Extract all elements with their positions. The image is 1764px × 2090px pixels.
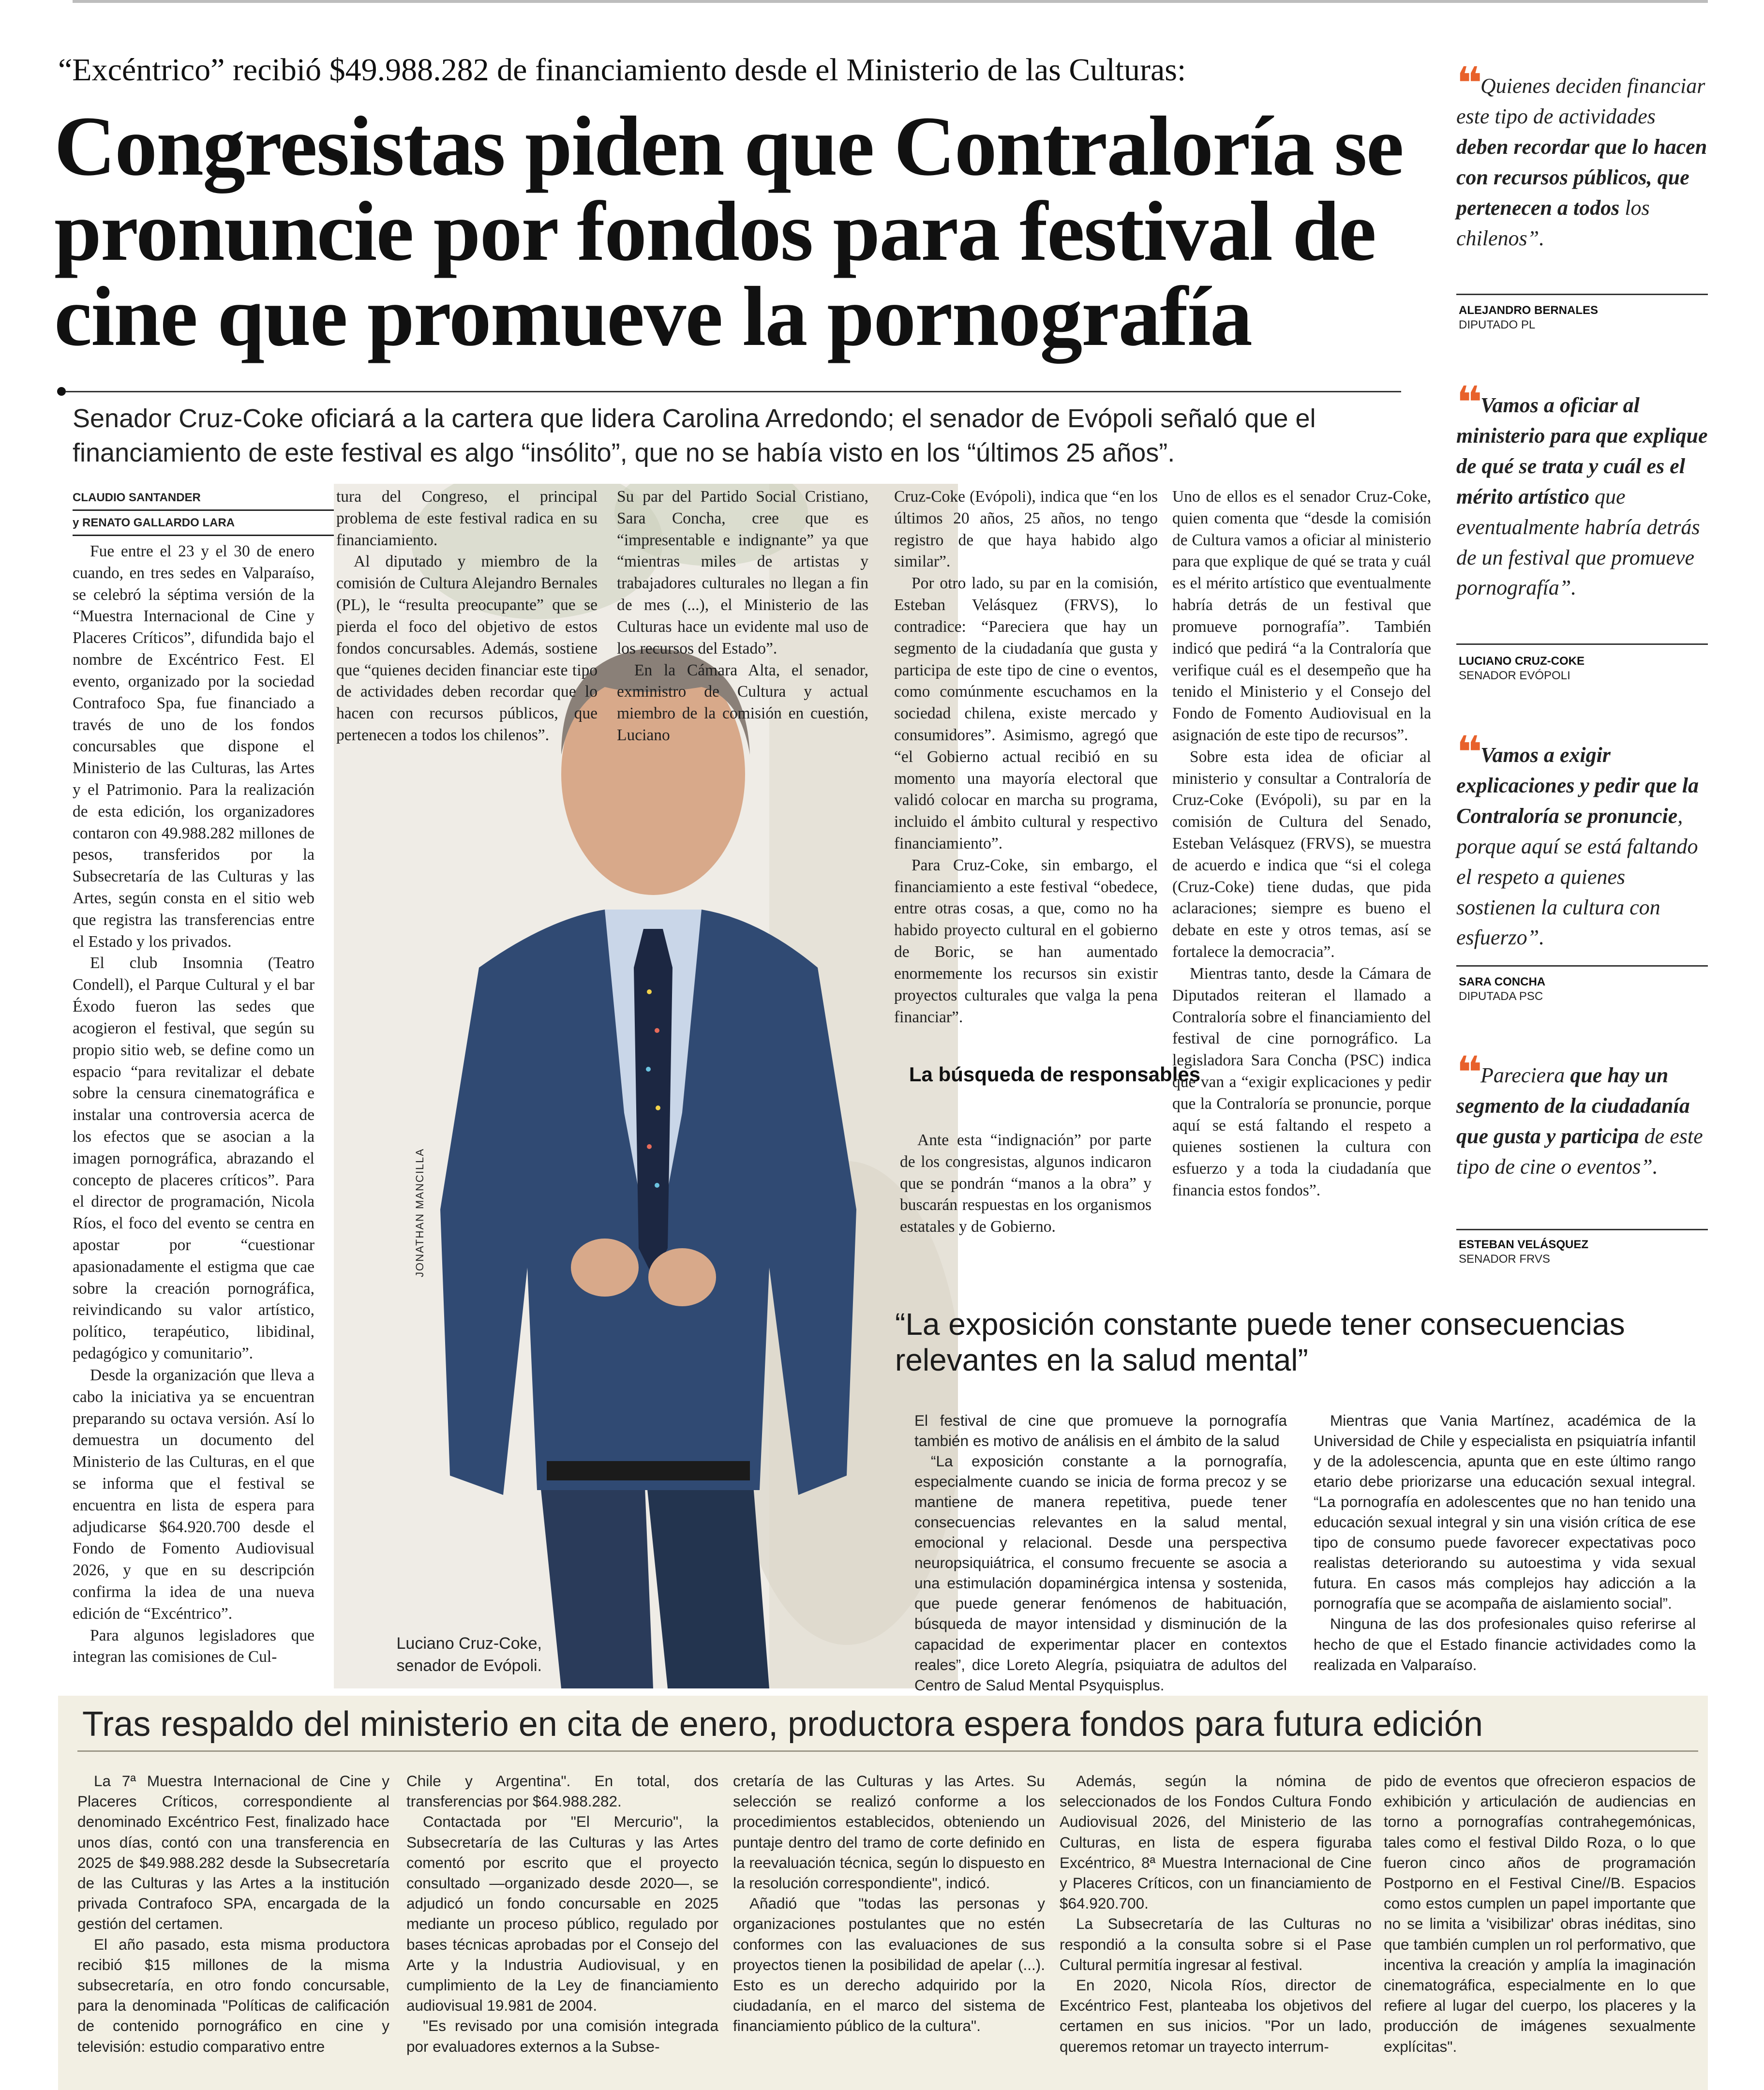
quote-role: SENADOR EVÓPOLI	[1459, 669, 1570, 682]
byline-author: y RENATO GALLARDO LARA	[73, 514, 334, 536]
health-box-column-1	[914, 1410, 1287, 1695]
paragraph: En la Cámara Alta, el senador, exministro de Cultura y actual miembro de la comisión en cuestión, Luciano	[617, 661, 868, 744]
quote-role: DIPUTADA PSC	[1459, 990, 1543, 1003]
paragraph: El año pasado, esta misma productora recibió $15 millones de la misma subsecretaría, en otro fondo concursable, para la denominada "Políticas de calificación de contenido pornográfico en cine y televisión: estudio comparativo entre	[77, 1935, 389, 2055]
paragraph: "Es revisado por una comisión integrada por evaluadores externos a la Subse-	[406, 2017, 718, 2055]
paragraph: Por otro lado, su par en la comisión, Esteban Velásquez (FRVS), lo contradice: “Pareciera que hay un segmento de la ciudadanía que gusta y participa de este tipo de cine o eventos, como comúnmente escuchamos en la sociedad chilena, existe mercado y consumidores”. Asimismo, agregó que “el Gobierno actual recibió en su momento una mayoría electoral que validó colocar en marcha su programa, incluido el ámbito cultural y respectivo financiamiento”.	[894, 574, 1158, 852]
top-rule	[73, 0, 1708, 3]
paragraph: Además, según la nómina de seleccionados de los Fondos Cultura Fondo Audiovisual 2026, del Ministerio de las Culturas, en lista de espera figuraba Excéntrico, 8ª Muestra Internacional de Cine y Placeres Críticos, con un financiamiento de $64.920.700.	[1060, 1772, 1372, 1912]
quote-emphasis: deben recordar que lo hacen con recursos públicos, que pertenecen a todos	[1456, 134, 1707, 220]
quote-author: LUCIANO CRUZ-COKE	[1459, 655, 1585, 668]
quote-emphasis: que hay un segmento de la ciudadanía que gusta y participa	[1456, 1063, 1690, 1148]
paragraph: Añadió que "todas las personas y organizaciones postulantes que no estén conformes con las evaluaciones de sus proyectos tienen la posibilidad de apelar (...). Esto es un derecho adquirido por la ciudadanía, en el marco del sistema de financiamiento público de la cultura".	[733, 1895, 1045, 2035]
byline	[73, 489, 334, 539]
pull-quote	[1456, 377, 1708, 603]
article-column-4b	[900, 1130, 1151, 1238]
deck-bullet	[57, 387, 66, 396]
bottom-column-3	[733, 1771, 1045, 2036]
paragraph: Chile y Argentina". En total, dos transferencias por $64.988.282.	[406, 1772, 718, 1810]
paragraph: Ante esta “indignación” por parte de los congresistas, algunos indicaron que se pondrán “manos a la obra” y buscarán respuestas en los organismos estatales y de Gobierno.	[900, 1131, 1151, 1236]
quote-text: Pareciera	[1480, 1063, 1570, 1087]
quote-author: ALEJANDRO BERNALES	[1459, 304, 1599, 317]
paragraph: Para Cruz-Coke, sin embargo, el financiamiento a este festival “obedece, entre otras cosas, a que, como no ha habido proyecto cultural en el gobierno de Boric, se han aumentado enormemente los recursos sin existir proyectos culturales que valga la pena financiar”.	[894, 856, 1158, 1026]
kicker: “Excéntrico” recibió $49.988.282 de financiamiento desde el Ministerio de las Culturas:	[58, 52, 1186, 88]
paragraph: Al diputado y miembro de la comisión de Cultura Alejandro Bernales (PL), le “resulta preocupante” que se pierda el foco del objetivo de estos fondos concursables. Además, sostiene que “quienes deciden financiar este tipo de actividades deben recordar que lo hacen con recursos públicos, que pertenecen a todos los chilenos”.	[336, 552, 598, 744]
quote-role: SENADOR FRVS	[1459, 1253, 1550, 1266]
quote-rule	[1456, 1229, 1708, 1230]
bottom-column-4	[1060, 1771, 1372, 2057]
paragraph: Fue entre el 23 y el 30 de enero cuando, en tres sedes en Valparaíso, se celebró la séptima versión de la “Muestra Internacional de Cine y Placeres Críticos”, difundida bajo el nombre de Excéntrico Fest. El evento, organizado por la sociedad Contrafoco Spa, fue financiado a través de uno de los fondos concursables que dispone el Ministerio de las Culturas, las Artes y el Patrimonio. Para la realización de esta edición, los organizadores contaron con 49.988.282 millones de pesos, transferidos por la Subsecretaría de las Culturas y las Artes, según consta en el sitio web que registra las transferencias entre el Estado y los privados.	[73, 542, 314, 951]
subheading: La búsqueda de responsables	[909, 1063, 1201, 1086]
paragraph: Su par del Partido Social Cristiano, Sara Concha, cree que es “impresentable e indignante” ya que “mientras miles de artistas y trabajadores culturales no llegan a fin de mes (...), el Ministerio de las Culturas hace un evidente mal uso de los recursos del Estado”.	[617, 488, 868, 657]
paragraph: El festival de cine que promueve la pornografía también es motivo de análisis en el ámbito de la salud	[914, 1412, 1287, 1450]
bottom-column-2	[406, 1771, 718, 2057]
bottom-box-rule	[77, 1750, 1698, 1752]
headline	[54, 99, 1457, 364]
article-column-4	[894, 486, 1158, 1028]
photo-credit: JONATHAN MANCILLA	[414, 1148, 426, 1277]
quote-mark-icon: ❝	[1456, 1047, 1476, 1099]
deck-rule	[66, 391, 1401, 392]
article-column-3	[617, 486, 868, 746]
quote-mark-icon: ❝	[1456, 377, 1476, 429]
paragraph: Contactada por "El Mercurio", la Subsecretaría de las Culturas y las Artes comentó por escrito que el proyecto consultado —organizado desde 2020—, se adjudicó un fondo concursable en 2025 mediante un proceso público, regulado por bases técnicas aprobadas por el Consejo del Arte y la Industria Audiovisual, y en cumplimiento de la Ley de financiamiento audiovisual 19.981 de 2004.	[406, 1813, 718, 2015]
quote-rule	[1456, 294, 1708, 295]
paragraph: pido de eventos que ofrecieron espacios de exhibición y articulación de audiencias en torno a pornografías contrahegemónicas, tales como el festival Dildo Roza, o lo que fueron cinco años de programación Postporno en el Festival Cine//B. Espacios como estos cumplen un papel importante que no se limita a 'visibilizar' obras inéditas, sino que también cumplen un rol performativo, que incentiva la creación y amplía la imaginación cinematográfica, especialmente en lo que refiere al lugar del cuerpo, los placeres y la producción de imágenes sexualmente explícitas".	[1384, 1772, 1696, 2055]
paragraph: La Subsecretaría de las Culturas no respondió a la consulta sobre si el Pase Cultural permitía ingresar al festival.	[1060, 1915, 1372, 1973]
photo-caption: Luciano Cruz-Coke, senador de Evópoli.	[396, 1634, 542, 1675]
paragraph: Desde la organización que lleva a cabo la iniciativa ya se encuentran preparando su octava versión. Así lo demuestra un documento del Ministerio de las Culturas, en el que se informa que el festival se encuentra en lista de espera para adjudicarse $64.920.700 desde el Fondo de Fomento Audiovisual 2026, y que en su descripción confirma la idea de una nueva edición de “Excéntrico”.	[73, 1366, 314, 1623]
pull-quote	[1456, 1047, 1708, 1182]
paragraph: Para algunos legisladores que integran las comisiones de Cul-	[73, 1626, 314, 1666]
quote-emphasis: Vamos a exigir explicaciones y pedir que la Contraloría se pronuncie	[1456, 743, 1699, 828]
quote-author: ESTEBAN VELÁSQUEZ	[1459, 1238, 1589, 1251]
headline-line: Congresistas piden que Contraloría se	[54, 99, 1403, 194]
paragraph: Mientras que Vania Martínez, académica de la Universidad de Chile y especialista en psiquiatría infantil y de la adolescencia, apunta que en este último rango etario debe priorizarse una educación sexual integral. “La pornografía en adolescentes que no han tenido una educación sexual integral y sin una visión crítica de ese tipo de consumo puede favorecer expectativas poco realistas deteriorando su autoestima y vida sexual futura. En casos más complejos hay adicción a la pornografía que se acompaña de aislamiento social”.	[1314, 1412, 1696, 1612]
paragraph: El club Insomnia (Teatro Condell), el Parque Cultural y el bar Éxodo fueron las sedes que acogieron el festival, que según su propio sitio web, se define como un espacio “para revitalizar el debate sobre la censura cinematográfica e instalar una controversia acerca de los efectos que se asocian a la imagen pornográfica, abrazando el concepto de placeres críticos”. Para el director de programación, Nicola Ríos, el foco del evento se centra en apostar por “cuestionar apasionadamente el estigma que cae sobre la creación pornográfica, reivindicando su valor artístico, político, terapéutico, libidinal, pedagógico y comunitario”.	[73, 954, 314, 1363]
paragraph: Uno de ellos es el senador Cruz-Coke, quien comenta que “desde la comisión de Cultura vamos a oficiar al ministerio para que explique de qué se trata y cuál es el mérito artístico que eventualmente habría detrás de un festival que promueve pornografía”. También indicó que pedirá “a la Contraloría que verifique cuál es el desempeño que ha tenido el Ministerio y el Consejo del Fondo de Fomento Audiovisual en la asignación de este tipo de recursos”.	[1172, 488, 1431, 744]
bottom-column-1	[77, 1771, 389, 2057]
quote-author: SARA CONCHA	[1459, 975, 1546, 988]
paragraph: cretaría de las Culturas y las Artes. Su selección se realizó conforme a los procedimientos establecidos, obteniendo un puntaje dentro del tramo de corte definido en la reevaluación técnica, según lo dispuesto en la resolución correspondiente", indicó.	[733, 1772, 1045, 1892]
byline-author: CLAUDIO SANTANDER	[73, 489, 334, 511]
quote-rule	[1456, 965, 1708, 967]
deck: Senador Cruz-Coke oficiará a la cartera que lidera Carolina Arredondo; el senador de Evópoli señaló que el financiamiento de este festival es algo “insólito”, que no se había visto en los “últimos 25 años”.	[73, 404, 1316, 468]
quote-text: Quienes deciden financiar este tipo de actividades	[1456, 74, 1705, 128]
bottom-column-5	[1384, 1771, 1696, 2057]
quote-text: de este tipo de cine o eventos”.	[1456, 1124, 1703, 1179]
paragraph: Cruz-Coke (Evópoli), indica que “en los últimos 20 años, 25 años, no tengo registro de que haya habido algo similar”.	[894, 488, 1158, 571]
paragraph: Sobre esta idea de oficiar al ministerio y consultar a Contraloría de Cruz-Coke (Evópoli), su par en la comisión de Cultura del Senado, Esteban Velásquez (FRVS), se muestra de acuerdo e indica que “si el colega (Cruz-Coke) tiene dudas, que pida aclaraciones; siempre es bueno el debate en este y otros temas, así se fortalece la democracia”.	[1172, 747, 1431, 961]
health-box-column-2	[1314, 1410, 1696, 1675]
article-column-5	[1172, 486, 1431, 1202]
bottom-box-title: Tras respaldo del ministerio en cita de enero, productora espera fondos para futura edición	[82, 1705, 1483, 1744]
quote-text: que eventualmente habría detrás de un festival que promueve pornografía”.	[1456, 484, 1700, 600]
paragraph: tura del Congreso, el principal problema de este festival radica en su financiamiento.	[336, 488, 598, 549]
headline-line: pronuncie por fondos para festival de	[54, 184, 1375, 279]
paragraph: Mientras tanto, desde la Cámara de Diputados reiteran el llamado a Contraloría sobre el financiamiento del festival de cine pornográfico. La legisladora Sara Concha (PSC) indica que van a “exigir explicaciones y pedir que la Contraloría se pronuncie, porque aquí se está faltando el respeto a quienes sostienen la cultura con esfuerzo y a toda la ciudadanía que financia estos fondos”.	[1172, 964, 1431, 1199]
quote-role: DIPUTADO PL	[1459, 318, 1536, 331]
paragraph: En 2020, Nicola Ríos, director de Excéntrico Fest, planteaba los objetivos del certamen en sus inicios. "Por un lado, queremos retomar un trayecto interrum-	[1060, 1976, 1372, 2055]
pull-quote	[1456, 58, 1708, 254]
quote-text: los chilenos”.	[1456, 195, 1650, 250]
quote-mark-icon: ❝	[1456, 58, 1476, 109]
pull-quote	[1456, 727, 1708, 953]
paragraph: La 7ª Muestra Internacional de Cine y Placeres Críticos, correspondiente al denominado Excéntrico Fest, finalizado hace unos días, contó con una transferencia en 2025 de $49.988.282 desde la Subsecretaría de las Culturas y las Artes a la institución privada Contrafoco SPA, encargada de la gestión del certamen.	[77, 1772, 389, 1933]
article-column-2	[336, 486, 598, 746]
headline-line: cine que promueve la pornografía	[54, 269, 1252, 364]
quote-rule	[1456, 643, 1708, 645]
paragraph: “La exposición constante a la pornografía, especialmente cuando se inicia de forma precoz y se mantiene de manera repetitiva, puede tener consecuencias relevantes en la salud mental, emocional y relacional. Desde una perspectiva neuropsiquiátrica, el consumo frecuente se asocia a una estimulación dopaminérgica intensa y sostenida, que puede generar fenómenos de habituación, búsqueda de mayor intensidad y disminución de la capacidad de experimentar placer en contextos reales”, dice Loreto Alegría, psiquiatra de adultos del Centro de Salud Mental Psyquisplus.	[914, 1452, 1287, 1694]
quote-mark-icon: ❝	[1456, 727, 1476, 778]
quote-emphasis: Vamos a oficiar al ministerio para que explique de qué se trata y cuál es el mérito artístico	[1456, 393, 1708, 508]
paragraph: Ninguna de las dos profesionales quiso referirse al hecho de que el Estado financie actividades como la realizada en Valparaíso.	[1314, 1615, 1696, 1673]
article-column-1	[73, 541, 314, 1668]
health-box-title: “La exposición constante puede tener consecuencias relevantes en la salud mental”	[895, 1307, 1625, 1378]
quote-text: , porque aquí se está faltando el respeto a quienes sostienen la cultura con esfuerzo”.	[1456, 804, 1698, 950]
